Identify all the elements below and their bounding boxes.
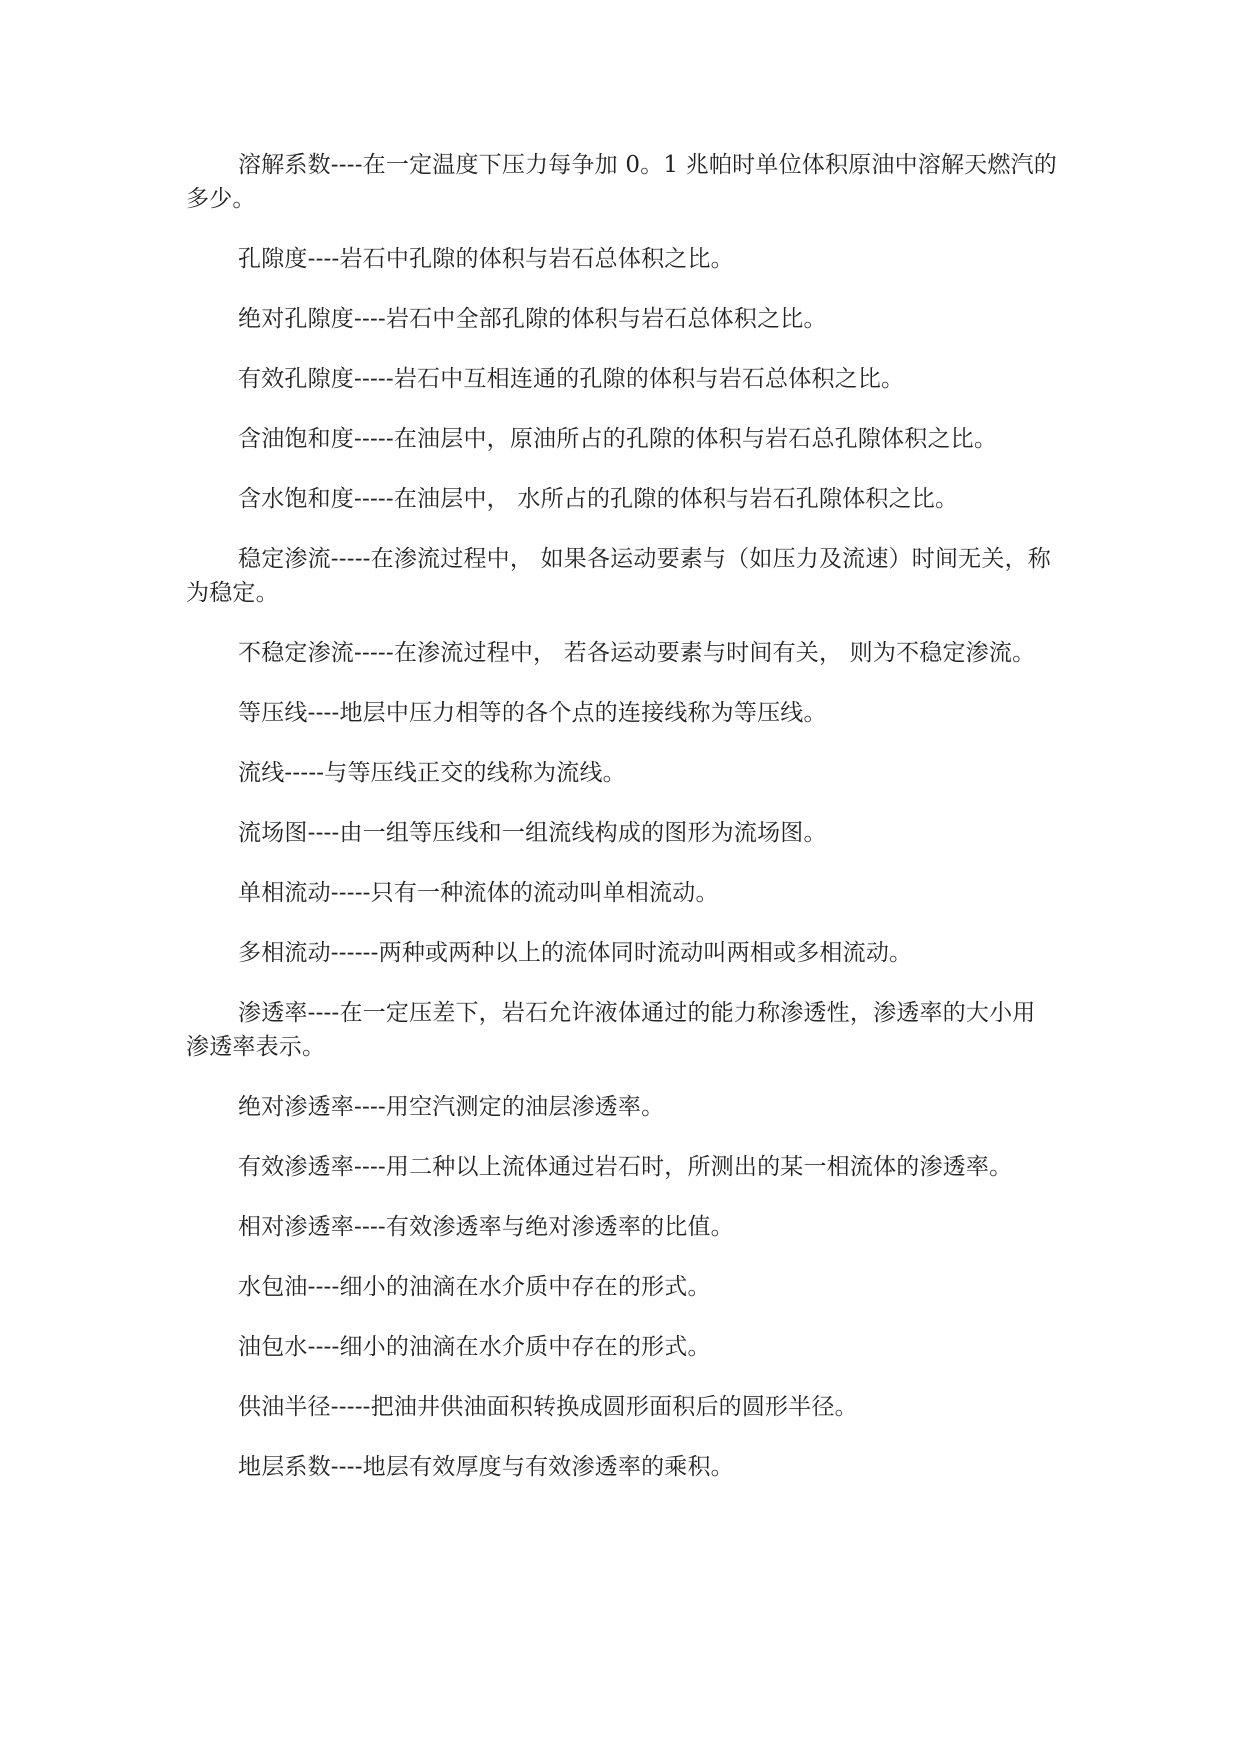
definition-paragraph: 溶解系数----在一定温度下压力每争加 0。1 兆帕时单位体积原油中溶解天燃汽的多少。 bbox=[186, 152, 1057, 212]
definition-paragraph: 有效孔隙度-----岩石中互相连通的孔隙的体积与岩石总体积之比。 bbox=[238, 366, 905, 392]
definition-paragraph: 稳定渗流-----在渗流过程中， 如果各运动要素与（如压力及流速）时间无关，称为稳定。 bbox=[186, 546, 1051, 606]
definition-paragraph: 绝对孔隙度----岩石中全部孔隙的体积与岩石总体积之比。 bbox=[238, 306, 827, 332]
definition-paragraph: 孔隙度----岩石中孔隙的体积与岩石总体积之比。 bbox=[238, 246, 734, 272]
definition-paragraph: 含油饱和度-----在油层中，原油所占的孔隙的体积与岩石总孔隙体积之比。 bbox=[238, 426, 998, 452]
definition-paragraph: 流线-----与等压线正交的线称为流线。 bbox=[238, 760, 626, 786]
definition-paragraph: 相对渗透率----有效渗透率与绝对渗透率的比值。 bbox=[238, 1214, 734, 1240]
definition-paragraph: 多相流动------两种或两种以上的流体同时流动叫两相或多相流动。 bbox=[238, 940, 913, 966]
definition-paragraph: 含水饱和度-----在油层中， 水所占的孔隙的体积与岩石孔隙体积之比。 bbox=[238, 486, 959, 512]
definition-paragraph: 流场图----由一组等压线和一组流线构成的图形为流场图。 bbox=[238, 820, 827, 846]
definition-paragraph: 有效渗透率----用二种以上流体通过岩石时，所测出的某一相流体的渗透率。 bbox=[238, 1154, 1013, 1180]
definition-paragraph: 供油半径-----把油井供油面积转换成圆形面积后的圆形半径。 bbox=[238, 1394, 858, 1420]
definition-paragraph: 单相流动-----只有一种流体的流动叫单相流动。 bbox=[238, 880, 719, 906]
definition-paragraph: 绝对渗透率----用空汽测定的油层渗透率。 bbox=[238, 1094, 665, 1120]
definition-paragraph: 油包水----细小的油滴在水介质中存在的形式。 bbox=[238, 1334, 711, 1360]
definition-paragraph: 渗透率----在一定压差下，岩石允许液体通过的能力称渗透性，渗透率的大小用渗透率表示。 bbox=[186, 1000, 1036, 1060]
definition-paragraph: 水包油----细小的油滴在水介质中存在的形式。 bbox=[238, 1274, 711, 1300]
definition-paragraph: 不稳定渗流-----在渗流过程中， 若各运动要素与时间有关， 则为不稳定渗流。 bbox=[238, 640, 1036, 666]
definition-paragraph: 等压线----地层中压力相等的各个点的连接线称为等压线。 bbox=[238, 700, 827, 726]
definition-paragraph: 地层系数----地层有效厚度与有效渗透率的乘积。 bbox=[238, 1454, 734, 1480]
document-body bbox=[186, 148, 1058, 1510]
